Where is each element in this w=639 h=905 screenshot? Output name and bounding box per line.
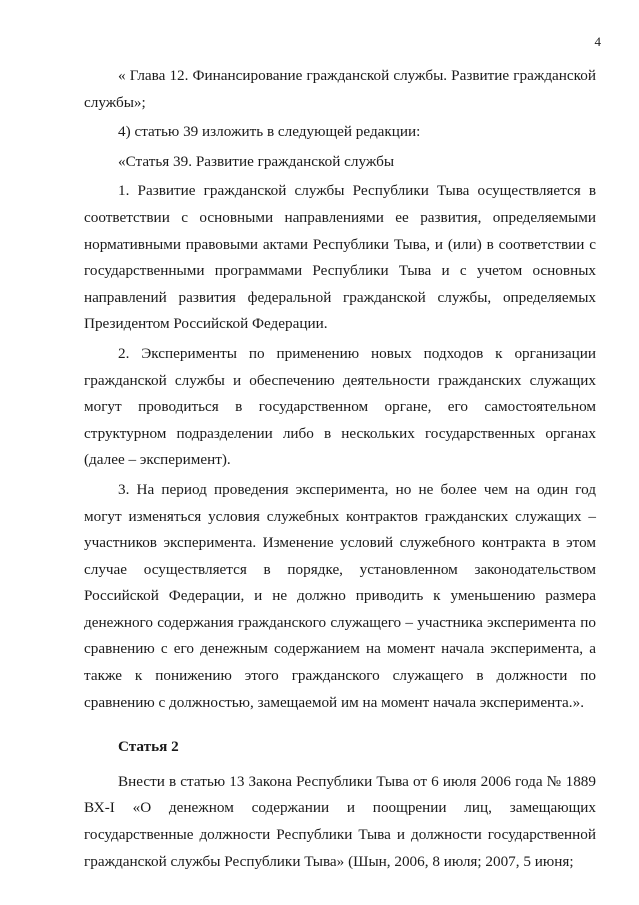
document-body <box>84 63 596 878</box>
paragraph-article-39-part-2: 2. Эксперименты по применению новых подходов к организации гражданской службы и обеспечению деятельности гражданских служащих могут проводиться в государственном органе, его самостоятельном структурном подразделении либо в нескольких государственных органах (далее – эксперимент). <box>84 344 596 469</box>
article-2-text: Внести в статью 13 Закона Республики Тыва от 6 июля 2006 года № 1889 ВХ-I «О денежном содержании и поощрении лиц, замещающих государственные должности Республики Тыва и должности государственной гражданской службы Республики Тыва» (Шын, 2006, 8 июля; 2007, 5 июня; <box>84 772 596 870</box>
paragraph-article-39-part-1: 1. Развитие гражданской службы Республики Тыва осуществляется в соответствии с основными направлениями ее развития, определяемыми нормативными правовыми актами Республики Тыва, и (или) в соответствии с государственными программами Республики Тыва и с учетом основных направлений развития федеральной гражданской службы, определяемых Президентом Российской Федерации. <box>84 182 596 333</box>
page-number: 4 <box>594 34 601 49</box>
paragraph-chapter-12-title: « Глава 12. Финансирование гражданской службы. Развитие гражданской службы»; <box>84 67 596 111</box>
paragraph-article-39-title: «Статья 39. Развитие гражданской службы <box>118 152 395 170</box>
paragraph-article-39-part-3: 3. На период проведения эксперимента, но не более чем на один год могут изменяться условия служебных контрактов гражданских служащих – участников эксперимента. Изменение условий служебного контракта в этом случае осуществляется в порядке, установленном законодательством Российской Федерации, и не должно приводить к уменьшению размера денежного содержания гражданского служащего – участника эксперимента по сравнению с его денежным содержанием на момент начала эксперимента, а также к понижению этого гражданского служащего в должности по сравнению с должностью, замещаемой им на момент начала эксперимента.». <box>84 480 596 711</box>
article-2-heading: Статья 2 <box>118 738 179 756</box>
paragraph-item-4: 4) статью 39 изложить в следующей редакции: <box>118 123 421 141</box>
